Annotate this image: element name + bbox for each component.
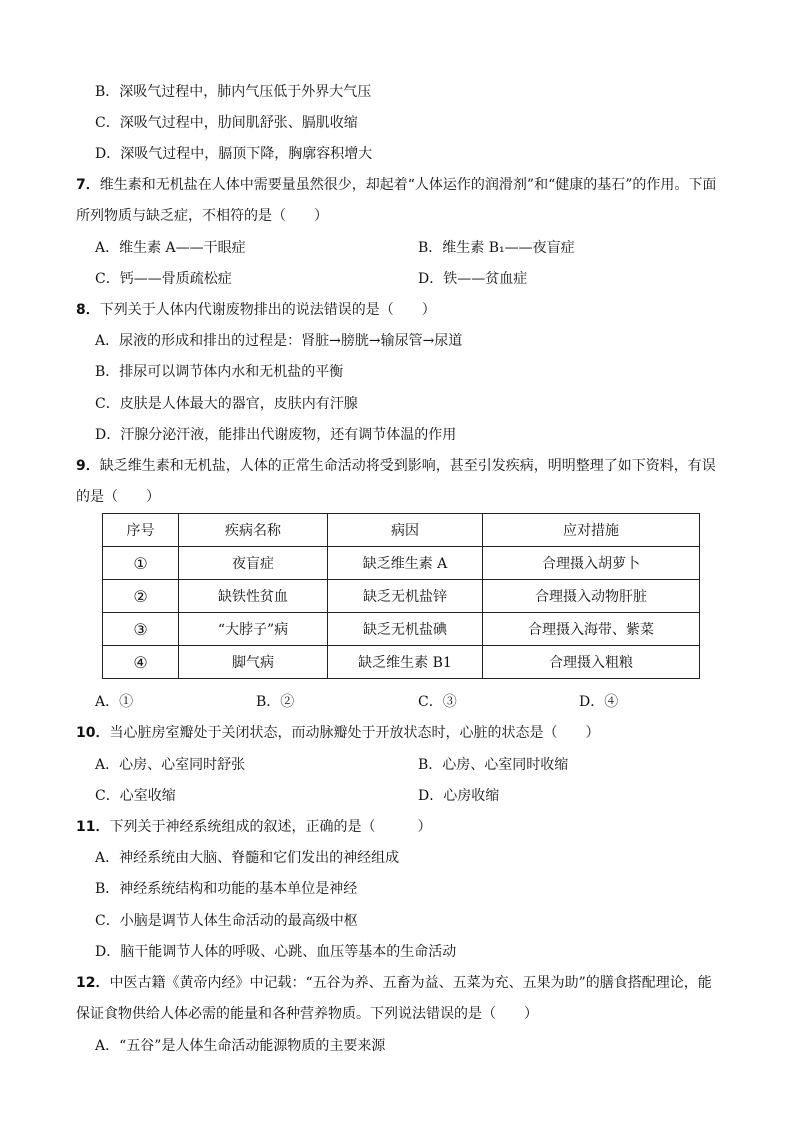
row-disease: 缺铁性贫血 xyxy=(179,580,328,613)
q9-stem-line2: 的是（ ） xyxy=(76,489,160,505)
q9-option-b: B．② xyxy=(256,694,295,710)
q10-number: 10． xyxy=(76,725,110,741)
q8-stem xyxy=(76,300,436,320)
q11-option-c: C．小脑是调节人体生命活动的最高级中枢 xyxy=(95,913,358,929)
q11-number: 11． xyxy=(76,819,110,835)
row-cause: 缺乏维生素 B1 xyxy=(328,646,483,679)
table-row xyxy=(103,613,700,646)
q11-option-a: A．神经系统由大脑、脊髓和它们发出的神经组成 xyxy=(95,850,400,866)
q6-option-c: C．深吸气过程中，肋间肌舒张、膈肌收缩 xyxy=(95,115,358,131)
q11-stem xyxy=(76,817,431,837)
q8-option-c: C．皮肤是人体最大的器官，皮肤内有汗腺 xyxy=(95,396,358,412)
q12-option-a: A．“五谷”是人体生命活动能源物质的主要来源 xyxy=(95,1038,386,1054)
q7-option-a: A．维生素 A——干眼症 xyxy=(95,240,246,256)
header-disease: 疾病名称 xyxy=(179,514,328,547)
q7-stem-line2: 所列物质与缺乏症，不相符的是（ ） xyxy=(76,208,328,224)
row-cause: 缺乏无机盐碘 xyxy=(328,613,483,646)
q8-option-b: B．排尿可以调节体内水和无机盐的平衡 xyxy=(95,364,344,380)
row-index: ④ xyxy=(103,646,179,679)
q7-option-d: D．铁——贫血症 xyxy=(418,271,528,287)
q7-stem-text: 维生素和无机盐在人体中需要量虽然很少，却起着“人体运作的润滑剂”和“健康的基石”的作用。下面 xyxy=(99,177,717,193)
row-index: ② xyxy=(103,580,179,613)
q10-option-c: C．心室收缩 xyxy=(95,788,176,804)
q12-stem-line1 xyxy=(76,973,712,993)
row-cause: 缺乏维生素 A xyxy=(328,547,483,580)
q9-number: 9． xyxy=(76,458,100,474)
table-header-row xyxy=(103,514,700,547)
row-cause: 缺乏无机盐锌 xyxy=(328,580,483,613)
q7-option-c: C．钙——骨质疏松症 xyxy=(95,271,232,287)
row-disease: 脚气病 xyxy=(179,646,328,679)
q8-option-d: D．汗腺分泌汗液，能排出代谢废物，还有调节体温的作用 xyxy=(95,427,457,443)
q10-option-d: D．心房收缩 xyxy=(418,788,500,804)
q11-option-d: D．脑干能调节人体的呼吸、心跳、血压等基本的生命活动 xyxy=(95,944,457,960)
q10-option-a: A．心房、心室同时舒张 xyxy=(95,757,246,773)
row-measure: 合理摄入胡萝卜 xyxy=(483,547,700,580)
table-row xyxy=(103,580,700,613)
q7-number: 7． xyxy=(76,177,100,193)
q6-option-d: D．深吸气过程中，膈顶下降，胸廓容积增大 xyxy=(95,146,373,162)
header-measure: 应对措施 xyxy=(483,514,700,547)
row-index: ① xyxy=(103,547,179,580)
q10-option-b: B．心房、心室同时收缩 xyxy=(418,757,569,773)
row-disease: “大脖子”病 xyxy=(179,613,328,646)
disease-table xyxy=(102,513,700,679)
row-disease: 夜盲症 xyxy=(179,547,328,580)
row-measure: 合理摄入动物肝脏 xyxy=(483,580,700,613)
q12-stem-line2: 保证食物供给人体必需的能量和各种营养物质。下列说法错误的是（ ） xyxy=(76,1006,538,1022)
q10-stem-text: 当心脏房室瓣处于关闭状态，而动脉瓣处于开放状态时，心脏的状态是（ ） xyxy=(109,725,600,741)
q11-option-b: B．神经系统结构和功能的基本单位是神经 xyxy=(95,881,358,897)
q8-stem-text: 下列关于人体内代谢废物排出的说法错误的是（ ） xyxy=(99,302,436,318)
table-row xyxy=(103,547,700,580)
q11-stem-text: 下列关于神经系统组成的叙述，正确的是（ ） xyxy=(109,819,432,835)
q7-stem-line1 xyxy=(76,175,716,195)
header-index: 序号 xyxy=(103,514,179,547)
q7-option-b: B．维生素 B₁——夜盲症 xyxy=(418,240,575,256)
q9-stem-line1 xyxy=(76,456,716,476)
row-measure: 合理摄入粗粮 xyxy=(483,646,700,679)
q9-option-a: A．① xyxy=(95,694,134,710)
table-row xyxy=(103,646,700,679)
q12-number: 12． xyxy=(76,975,110,991)
header-cause: 病因 xyxy=(328,514,483,547)
q8-option-a: A．尿液的形成和排出的过程是：肾脏→膀胱→输尿管→尿道 xyxy=(95,333,463,349)
q9-options xyxy=(0,692,794,712)
q8-number: 8． xyxy=(76,302,100,318)
row-index: ③ xyxy=(103,613,179,646)
q6-option-b: B．深吸气过程中，肺内气压低于外界大气压 xyxy=(95,84,372,100)
q9-option-c: C．③ xyxy=(418,694,457,710)
q10-stem xyxy=(76,723,599,743)
q12-stem-text: 中医古籍《黄帝内经》中记载：“五谷为养、五畜为益、五菜为充、五果为助”的膳食搭配理论，能 xyxy=(109,975,712,991)
q9-stem-text: 缺乏维生素和无机盐，人体的正常生命活动将受到影响，甚至引发疾病，明明整理了如下资料，有误 xyxy=(99,458,716,474)
q9-option-d: D．④ xyxy=(579,694,619,710)
row-measure: 合理摄入海带、紫菜 xyxy=(483,613,700,646)
